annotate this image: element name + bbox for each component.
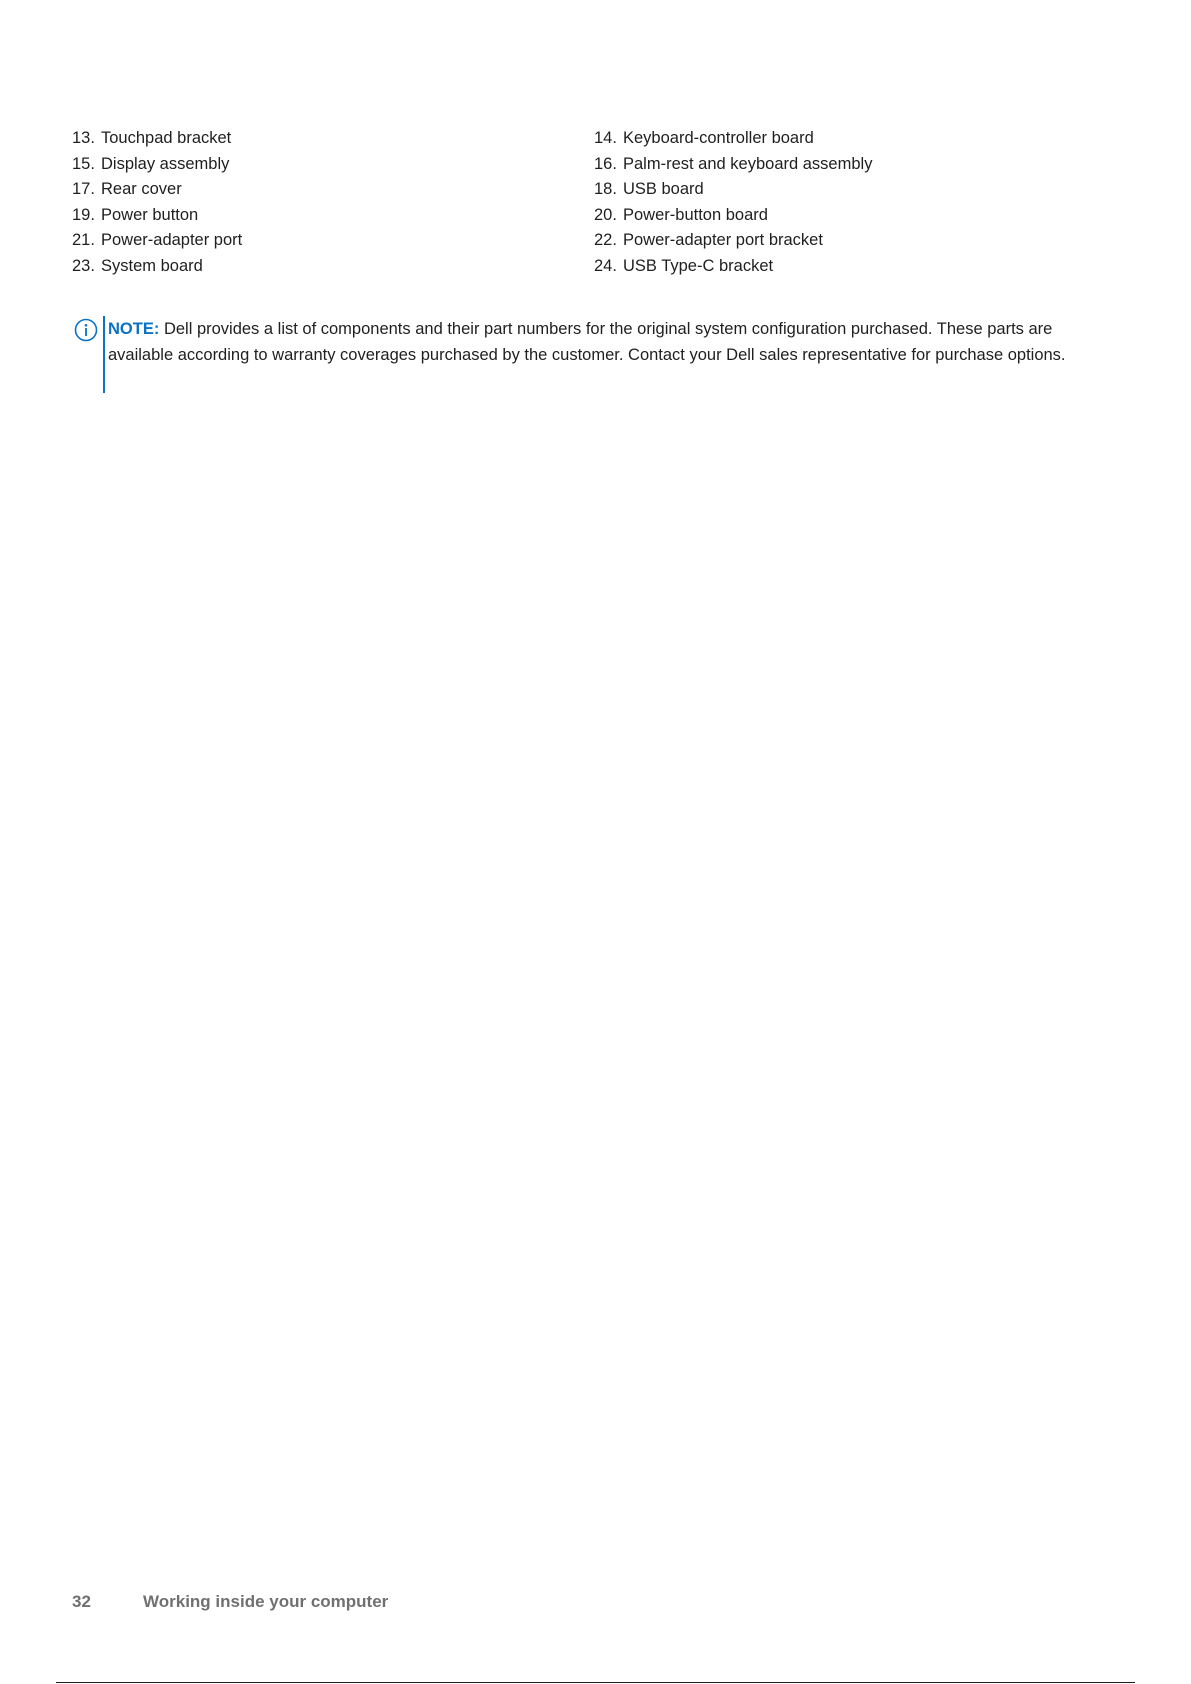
list-item	[594, 177, 1112, 203]
list-item	[72, 152, 594, 178]
item-number: 14.	[594, 129, 617, 147]
item-number: 20.	[594, 205, 617, 224]
item-number: 16.	[594, 154, 617, 173]
item-label: Rear cover	[101, 180, 182, 199]
info-icon	[74, 318, 98, 342]
list-item	[594, 152, 1112, 178]
list-item	[72, 177, 594, 203]
page-number: 32	[72, 1592, 91, 1611]
list-item	[72, 126, 594, 152]
list-item	[72, 228, 594, 254]
list-item	[72, 254, 594, 280]
list-item	[594, 228, 1112, 254]
note-callout	[74, 316, 1114, 396]
note-text	[108, 316, 1114, 368]
item-number: 17.	[72, 180, 95, 199]
item-number: 24.	[594, 256, 617, 275]
note-divider	[103, 316, 105, 393]
item-number: 23.	[72, 256, 95, 275]
section-title: Working inside your computer	[143, 1592, 389, 1611]
item-label: Keyboard-controller board	[623, 129, 814, 147]
item-label: USB board	[623, 180, 704, 199]
note-label: NOTE:	[108, 320, 160, 338]
item-label: Display assembly	[101, 154, 230, 173]
item-label: Power-adapter port bracket	[623, 231, 823, 250]
footer-divider	[56, 1682, 1135, 1683]
list-item	[594, 126, 1112, 152]
item-number: 18.	[594, 180, 617, 199]
item-number: 15.	[72, 154, 95, 173]
item-number: 19.	[72, 205, 95, 224]
item-label: System board	[101, 256, 203, 275]
list-item	[72, 203, 594, 229]
item-label: Touchpad bracket	[101, 129, 232, 147]
list-item	[594, 203, 1112, 229]
item-number: 13.	[72, 129, 95, 147]
list-item	[594, 254, 1112, 280]
item-label: Power-button board	[623, 205, 768, 224]
item-label: Power-adapter port	[101, 231, 243, 250]
parts-list	[72, 126, 1112, 280]
item-label: USB Type-C bracket	[623, 256, 774, 275]
note-body: Dell provides a list of components and their part numbers for the original system configuration purchased. These parts are available according to warranty coverages purchased by the customer. Contact your Dell sales representative for purchase options.	[108, 320, 1066, 364]
item-number: 21.	[72, 231, 95, 250]
item-label: Power button	[101, 205, 199, 224]
item-number: 22.	[594, 231, 617, 250]
item-label: Palm-rest and keyboard assembly	[623, 154, 873, 173]
